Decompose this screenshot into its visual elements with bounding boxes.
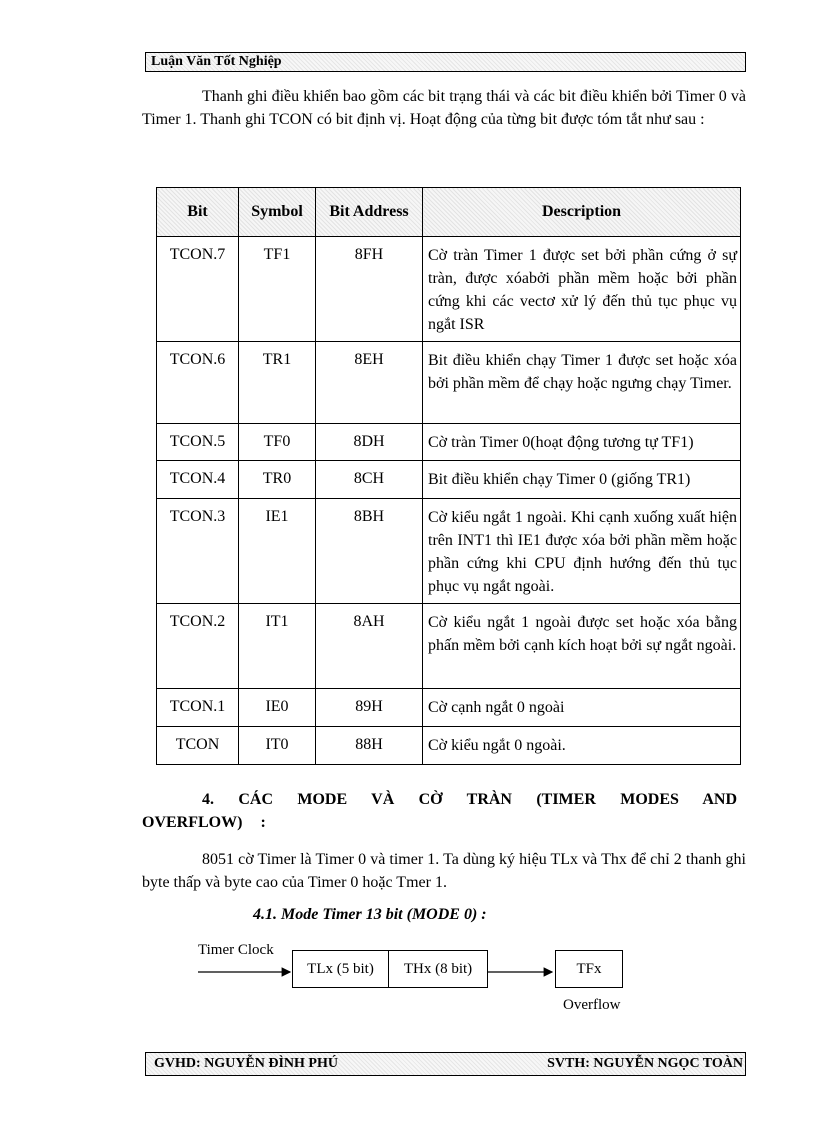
header-title: Luận Văn Tốt Nghiệp — [151, 54, 282, 69]
section-heading: 4. CÁC MODE VÀ CỜ TRÀN (TIMER MODES AND OVERFLOW) : — [142, 791, 737, 831]
footer-advisor: GVHD: NGUYỄN ĐÌNH PHÚ — [154, 1056, 338, 1071]
cell-bit: TCON.2 — [157, 604, 239, 689]
cell-bit: TCON.5 — [157, 424, 239, 461]
cell-symbol: IT0 — [239, 727, 316, 765]
tcon-table — [156, 187, 741, 765]
timer-clock-label: Timer Clock — [198, 942, 274, 958]
cell-bit: TCON.1 — [157, 689, 239, 727]
cell-bit: TCON.4 — [157, 461, 239, 499]
subsection-heading: 4.1. Mode Timer 13 bit (MODE 0) : — [253, 906, 487, 923]
cell-description: Cờ kiểu ngắt 1 ngoài được set hoặc xóa bằng phấn mềm bởi cạnh kích hoạt bởi sự ngắt ngoài. — [423, 604, 741, 689]
cell-symbol: TF1 — [239, 237, 316, 342]
table-row — [157, 461, 741, 499]
header-symbol: Symbol — [239, 188, 316, 237]
table-header-row — [157, 188, 741, 237]
cell-address: 8CH — [316, 461, 423, 499]
footer-student: SVTH: NGUYỄN NGỌC TOÀN — [547, 1056, 743, 1071]
cell-description: Cờ tràn Timer 1 được set bởi phần cứng ở sự tràn, được xóabởi phần mềm hoặc bởi phần cứng khi các vectơ xử lý đến thủ tục phục vụ ngắt ISR — [423, 237, 741, 342]
intro-paragraph: Thanh ghi điều khiển bao gồm các bit trạng thái và các bit điều khiển bởi Timer 0 và Timer 1. Thanh ghi TCON có bit định vị. Hoạt động của từng bit được tóm tắt như sau : — [142, 88, 746, 128]
table-row — [157, 689, 741, 727]
cell-description: Cờ tràn Timer 0(hoạt động tương tự TF1) — [423, 424, 741, 461]
cell-description: Cờ kiểu ngắt 1 ngoài. Khi cạnh xuống xuất hiện trên INT1 thì IE1 được xóa bởi phần mềm hoặc phần cứng khi CPU định hướng đến thủ tục phục vụ ngắt ngoài. — [423, 499, 741, 604]
table-row — [157, 424, 741, 461]
cell-address: 8BH — [316, 499, 423, 604]
cell-description: Bit điều khiển chạy Timer 0 (giống TR1) — [423, 461, 741, 499]
cell-address: 89H — [316, 689, 423, 727]
cell-address: 8EH — [316, 342, 423, 424]
mode-paragraph: 8051 cờ Timer là Timer 0 và timer 1. Ta dùng ký hiệu TLx và Thx để chỉ 2 thanh ghi byte thấp và byte cao của Timer 0 hoặc Tmer 1. — [142, 851, 746, 891]
tlx-box: TLx (5 bit) — [292, 950, 389, 988]
cell-bit: TCON.3 — [157, 499, 239, 604]
cell-address: 8DH — [316, 424, 423, 461]
header-bit: Bit — [157, 188, 239, 237]
cell-address: 8AH — [316, 604, 423, 689]
table-row — [157, 604, 741, 689]
cell-description: Cờ kiểu ngắt 0 ngoài. — [423, 727, 741, 765]
cell-symbol: TF0 — [239, 424, 316, 461]
overflow-label: Overflow — [563, 997, 621, 1013]
cell-bit: TCON.6 — [157, 342, 239, 424]
header-description: Description — [423, 188, 741, 237]
table-row — [157, 499, 741, 604]
tfx-box: TFx — [555, 950, 623, 988]
cell-address: 8FH — [316, 237, 423, 342]
mode0-diagram — [190, 938, 650, 1028]
page-footer — [145, 1052, 746, 1076]
cell-symbol: TR0 — [239, 461, 316, 499]
cell-description: Cờ cạnh ngắt 0 ngoài — [423, 689, 741, 727]
cell-bit: TCON.7 — [157, 237, 239, 342]
thx-box: THx (8 bit) — [388, 950, 488, 988]
page-header — [145, 52, 746, 72]
cell-symbol: IE0 — [239, 689, 316, 727]
cell-symbol: IE1 — [239, 499, 316, 604]
table-row — [157, 237, 741, 342]
table-row — [157, 342, 741, 424]
cell-symbol: TR1 — [239, 342, 316, 424]
table-row — [157, 727, 741, 765]
cell-description: Bit điều khiển chạy Timer 1 được set hoặc xóa bởi phần mềm để chạy hoặc ngưng chạy Timer. — [423, 342, 741, 424]
cell-address: 88H — [316, 727, 423, 765]
header-bit-address: Bit Address — [316, 188, 423, 237]
cell-bit: TCON — [157, 727, 239, 765]
cell-symbol: IT1 — [239, 604, 316, 689]
